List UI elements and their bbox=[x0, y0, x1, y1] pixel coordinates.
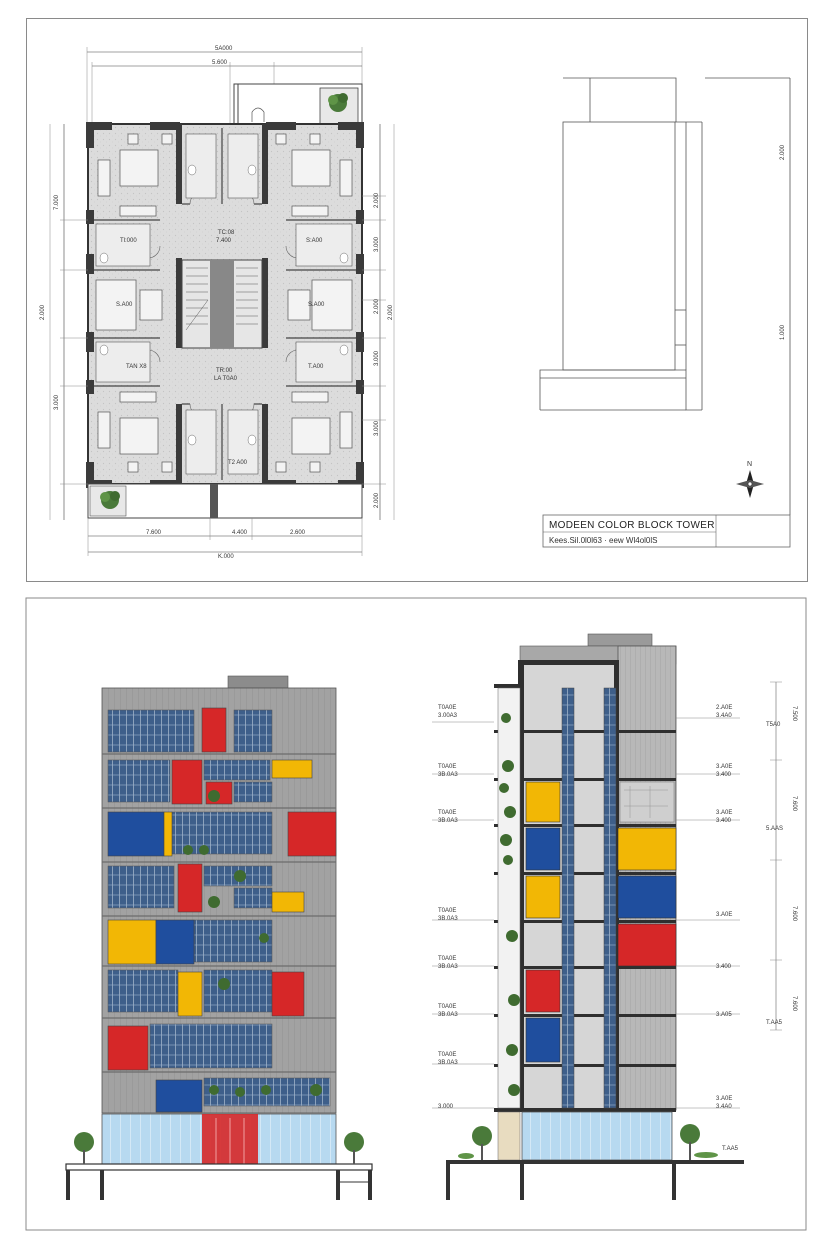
room-label-8: T.A00 bbox=[308, 364, 324, 370]
section-labels-left bbox=[438, 705, 458, 1110]
section-dim-3: 7.600 bbox=[791, 796, 797, 812]
plan-dim-top-inner: 5.600 bbox=[212, 60, 228, 66]
plan-dim-right-1: 2.000 bbox=[374, 192, 380, 208]
level-left-1-b: 3.00A3 bbox=[438, 713, 458, 719]
room-label-1: TC:08 bbox=[218, 230, 235, 236]
site-outline bbox=[540, 78, 790, 515]
section-dim-8: T.AA5 bbox=[722, 1146, 739, 1152]
level-right-2-b: 3.400 bbox=[716, 772, 732, 778]
room-label-5: S.A00 bbox=[116, 302, 133, 308]
room-label-11: T2 A00 bbox=[228, 460, 248, 466]
plan-dim-left-3: 3.000 bbox=[54, 394, 60, 410]
room-label-3: Tl:000 bbox=[120, 238, 137, 244]
plan-dim-left-1: 7.000 bbox=[54, 194, 60, 210]
section-dim-5: 7.600 bbox=[791, 906, 797, 922]
room-label-4: S:A00 bbox=[306, 238, 323, 244]
plan-dim-bottom-2: 4.400 bbox=[232, 530, 248, 536]
level-right-4-a: 3.A0E bbox=[716, 912, 733, 918]
room-label-6: S.A00 bbox=[308, 302, 325, 308]
plan-dim-top-overall: 5A000 bbox=[215, 46, 233, 52]
level-right-6-a: 3.A05 bbox=[716, 1012, 732, 1018]
plan-dim-bottom-1: 7.600 bbox=[146, 530, 162, 536]
plan-dim-right-2: 3.000 bbox=[374, 236, 380, 252]
room-label-7: TAN X8 bbox=[126, 364, 147, 370]
level-right-5-a: 3.400 bbox=[716, 964, 732, 970]
section-dim-4: 5.AAS bbox=[766, 826, 784, 832]
level-left-2-a: T0A0E bbox=[438, 764, 457, 770]
plan-dim-bottom-3: 2.600 bbox=[290, 530, 306, 536]
level-left-2-b: 3B.0A3 bbox=[438, 772, 458, 778]
section-dim-7: T.AA5 bbox=[766, 1020, 783, 1026]
level-right-1-a: 2.A0E bbox=[716, 705, 733, 711]
plan-dim-right-4: 2.000 bbox=[388, 304, 394, 320]
level-left-7-b: 3B.0A3 bbox=[438, 1060, 458, 1066]
plan-dim-bottom-overall: K.000 bbox=[218, 554, 234, 560]
drawing-title: MODEEN COLOR BLOCK TOWER bbox=[549, 520, 715, 531]
level-left-6-a: T0A0E bbox=[438, 1004, 457, 1010]
level-right-7-b: 3.4A0 bbox=[716, 1104, 732, 1110]
section-dim-2: T5A0 bbox=[766, 722, 781, 728]
section-dim-6: 7.600 bbox=[791, 996, 797, 1012]
section-labels-right bbox=[716, 705, 732, 1110]
room-label-9: TR:00 bbox=[216, 368, 233, 374]
compass-rose-icon bbox=[736, 470, 764, 498]
level-left-4-a: T0A0E bbox=[438, 908, 457, 914]
section-dims bbox=[722, 706, 797, 1152]
level-left-4-b: 3B.0A3 bbox=[438, 916, 458, 922]
plan-dim-left-2: 2.000 bbox=[40, 304, 46, 320]
level-left-1-a: T0A0E bbox=[438, 705, 457, 711]
north-label: N bbox=[747, 461, 753, 468]
plan-dim-right-5: 3.000 bbox=[374, 350, 380, 366]
level-right-3-b: 3.400 bbox=[716, 818, 732, 824]
level-left-7-a: T0A0E bbox=[438, 1052, 457, 1058]
level-left-3-a: T0A0E bbox=[438, 810, 457, 816]
drawing-subtitle: Kees.Sil.0l0l63 · eew Wl4ol0lS bbox=[549, 536, 658, 545]
floor-plan bbox=[40, 46, 394, 560]
level-right-2-a: 3.A0E bbox=[716, 764, 733, 770]
room-label-2: 7.400 bbox=[216, 238, 232, 244]
site-dim-mid: 1.000 bbox=[780, 324, 786, 340]
level-left-6-b: 3B.0A3 bbox=[438, 1012, 458, 1018]
level-right-7-a: 3.A0E bbox=[716, 1096, 733, 1102]
site-dim-top: 2.000 bbox=[780, 144, 786, 160]
level-left-3-b: 3B.0A3 bbox=[438, 818, 458, 824]
plan-dim-right-3: 2.000 bbox=[374, 298, 380, 314]
title-block bbox=[543, 515, 790, 547]
section-dim-1: 7.500 bbox=[791, 706, 797, 722]
plan-dim-right-6: 3.000 bbox=[374, 420, 380, 436]
front-elevation bbox=[66, 676, 372, 1200]
level-left-5-a: T0A0E bbox=[438, 956, 457, 962]
room-label-10: LA T0A0 bbox=[214, 376, 237, 382]
level-right-3-a: 3.A0E bbox=[716, 810, 733, 816]
level-left-5-b: 3B.0A3 bbox=[438, 964, 458, 970]
level-right-1-b: 3.4A0 bbox=[716, 713, 732, 719]
level-left-8-a: 3.000 bbox=[438, 1104, 454, 1110]
plan-dim-right-7: 2.000 bbox=[374, 492, 380, 508]
